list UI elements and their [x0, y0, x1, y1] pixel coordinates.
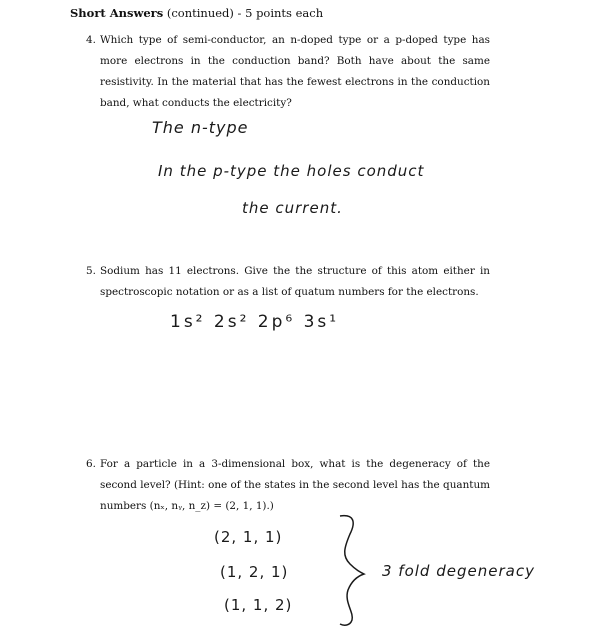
handwritten-answer: (1, 1, 2): [224, 596, 293, 614]
question-4: [86, 30, 490, 114]
section-title: Short Answers: [70, 6, 164, 20]
handwritten-answer: 3 fold degeneracy: [382, 562, 535, 580]
handwritten-answer: (2, 1, 1): [214, 528, 283, 546]
handwritten-answer: In the p-type the holes conduct: [158, 162, 425, 180]
section-subtitle: (continued) - 5 points each: [163, 6, 324, 20]
question-text: Which type of semi-conductor, an n-doped type or a p-doped type has more electrons in the conduction band? Both have about the same resistivity. In the material that has the fewest electrons in the conduction band, what conducts the electricity?: [100, 34, 490, 109]
handwritten-answer: The n-type: [152, 118, 249, 137]
section-header: [70, 6, 323, 20]
question-6: [86, 454, 490, 517]
question-5: [86, 261, 490, 303]
question-text: For a particle in a 3-dimensional box, what is the degeneracy of the second level? (Hint: one of the states in the second level has the quantum numbers (nₓ, nᵧ, n_z) = (2, 1, 1).): [100, 458, 490, 512]
handwritten-answer: the current.: [242, 199, 343, 217]
question-text: Sodium has 11 electrons. Give the the structure of this atom either in spectroscopic notation or as a list of quatum numbers for the electrons.: [100, 265, 490, 298]
handwritten-answer: (1, 2, 1): [220, 563, 289, 581]
question-number: 6.: [86, 458, 96, 470]
handwritten-answer: 1s² 2s² 2p⁶ 3s¹: [170, 312, 340, 332]
question-number: 4.: [86, 34, 96, 46]
question-number: 5.: [86, 265, 96, 277]
curly-brace-icon: [330, 512, 370, 628]
